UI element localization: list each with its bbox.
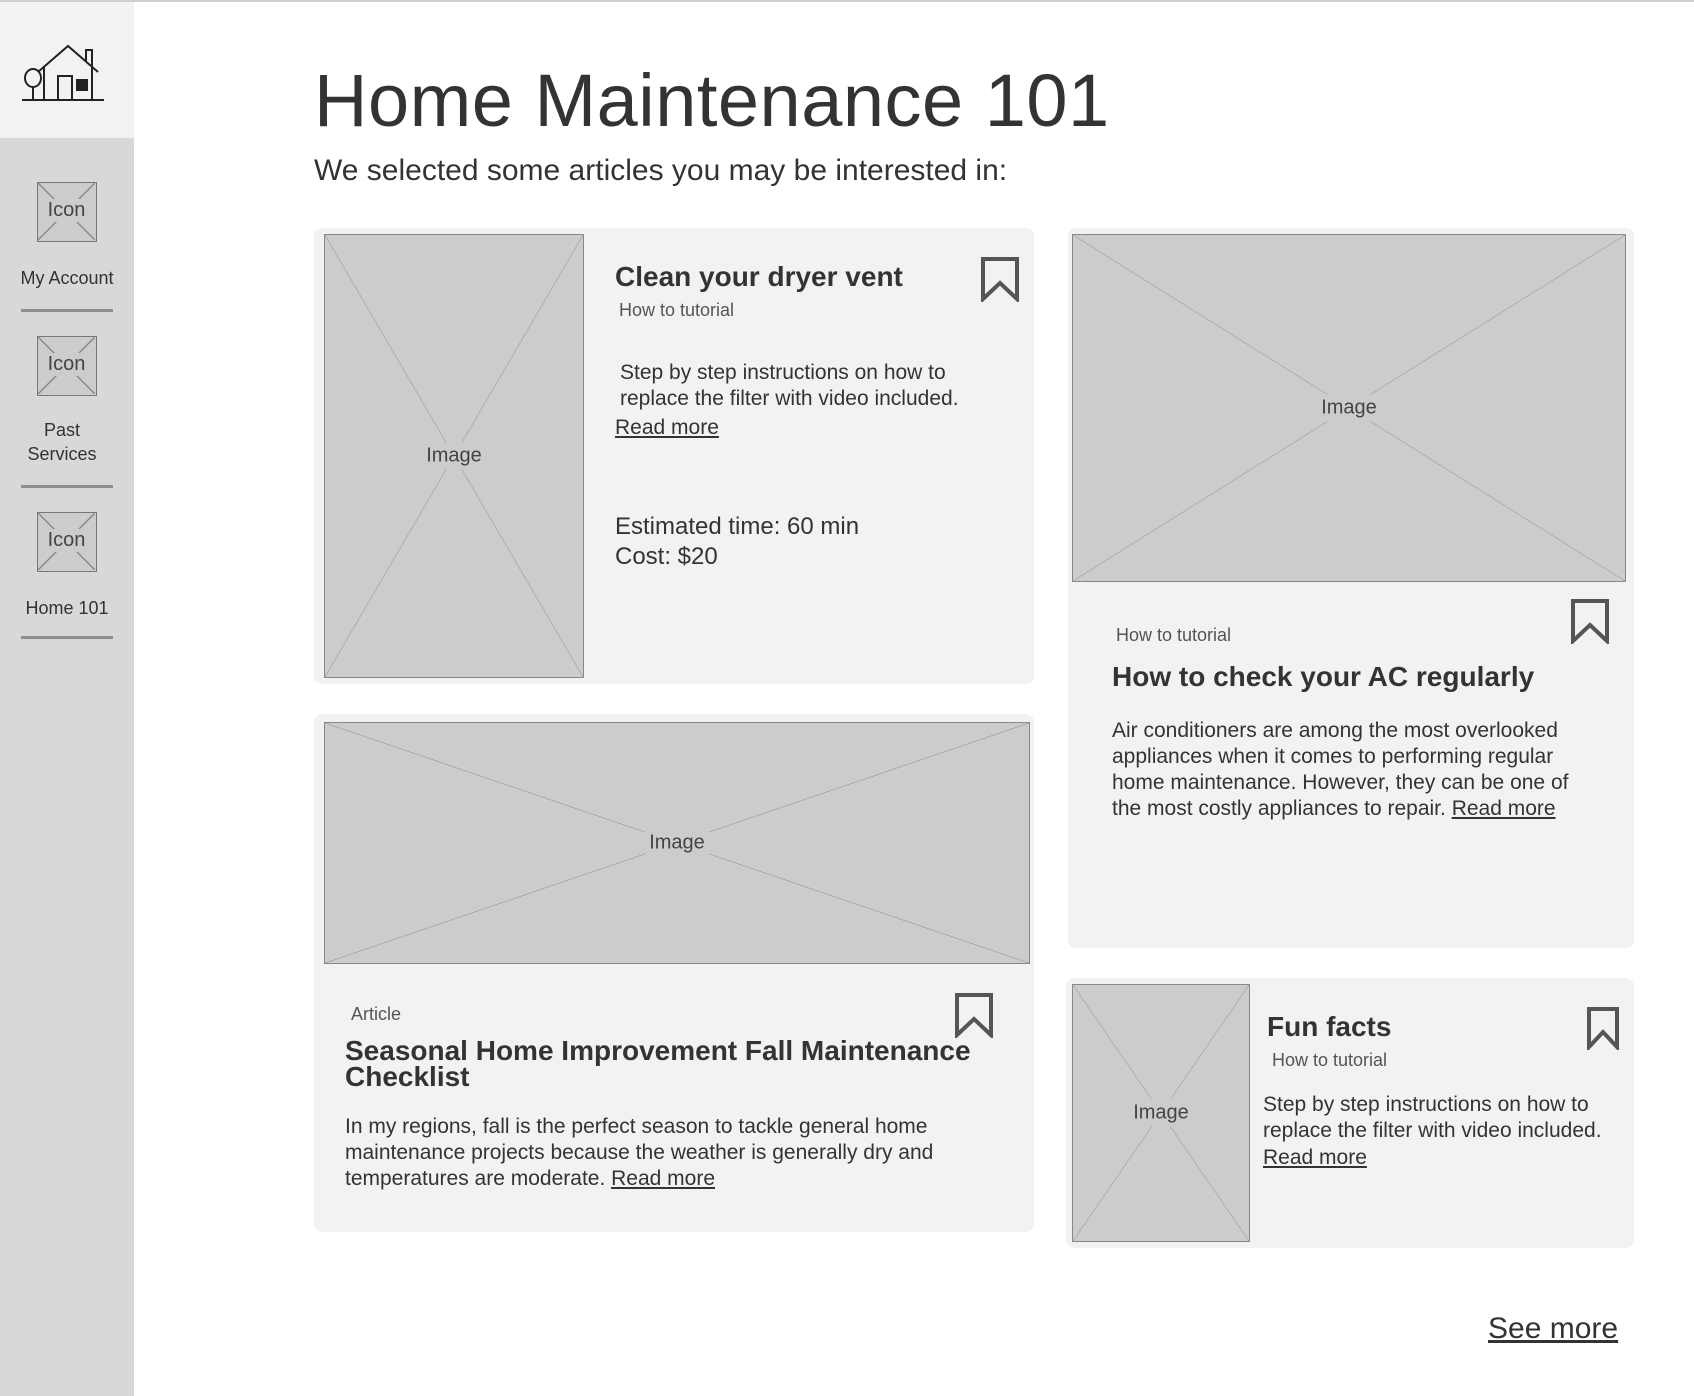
card-type: How to tutorial	[619, 300, 735, 320]
cost: Cost: $20	[615, 543, 718, 570]
read-more-link[interactable]: Read more	[1451, 797, 1556, 820]
card-description-line4	[1112, 796, 1556, 822]
sidebar-item-label: My Account	[20, 268, 114, 288]
image-placeholder	[324, 234, 584, 678]
article-card-ac-check	[1068, 228, 1634, 948]
icon-placeholder-label: Icon	[38, 529, 95, 552]
image-placeholder-label: Image	[1129, 1100, 1193, 1127]
card-title[interactable]: How to check your AC regularly	[1112, 661, 1535, 692]
card-title-line2[interactable]: Checklist	[345, 1061, 470, 1092]
sidebar-item-label-line2: Services	[27, 444, 97, 464]
see-more-link[interactable]: See more	[1488, 1312, 1619, 1345]
article-card-seasonal-checklist	[314, 714, 1034, 1232]
sidebar-item-label-line1: Past	[43, 420, 81, 440]
article-card-fun-facts	[1066, 978, 1634, 1248]
image-placeholder-label: Image	[1317, 395, 1381, 422]
sidebar-item-my-account[interactable]	[0, 182, 134, 318]
card-title[interactable]: Fun facts	[1267, 1011, 1392, 1042]
card-type: Article	[351, 1004, 402, 1024]
read-more-link[interactable]: Read more	[1263, 1146, 1367, 1169]
icon-placeholder-label: Icon	[38, 199, 95, 222]
card-description-line2: appliances when it comes to performing regular	[1112, 745, 1554, 768]
estimated-time: Estimated time: 60 min	[615, 513, 860, 540]
page-title: Home Maintenance 101	[314, 59, 1110, 142]
bookmark-icon[interactable]	[980, 256, 1020, 302]
house-icon	[20, 42, 106, 104]
sidebar-item-home-101[interactable]	[0, 512, 134, 636]
card-description-line2: maintenance projects because the weather is generally dry and	[345, 1141, 934, 1164]
sidebar-item-past-services[interactable]	[0, 336, 134, 486]
card-description-line2: replace the filter with video included.	[620, 387, 959, 410]
card-description-text: the most costly appliances to repair.	[1112, 797, 1446, 820]
image-placeholder	[324, 722, 1030, 964]
top-border	[0, 0, 1694, 2]
past-services-icon	[37, 336, 97, 396]
account-icon	[37, 182, 97, 242]
page-subtitle: We selected some articles you may be interested in:	[314, 154, 1008, 187]
card-description-text: temperatures are moderate.	[345, 1167, 606, 1190]
card-description-line2: replace the filter with video included.	[1263, 1119, 1602, 1142]
image-placeholder-label: Image	[645, 830, 709, 857]
sidebar	[0, 2, 134, 1396]
card-description-line1: Step by step instructions on how to	[1263, 1093, 1589, 1116]
article-card-dryer-vent	[314, 228, 1034, 684]
card-description-line1: Step by step instructions on how to	[620, 361, 946, 384]
icon-placeholder-label: Icon	[38, 353, 95, 376]
bookmark-icon[interactable]	[1570, 598, 1610, 644]
sidebar-divider	[21, 485, 113, 488]
card-description-line3: home maintenance. However, they can be one of	[1112, 771, 1569, 794]
card-type: How to tutorial	[1272, 1050, 1388, 1070]
card-title-line1[interactable]: Seasonal Home Improvement Fall Maintenance	[345, 1035, 971, 1066]
card-type: How to tutorial	[1116, 625, 1232, 645]
sidebar-divider	[21, 309, 113, 312]
image-placeholder	[1072, 234, 1626, 582]
read-more-link[interactable]: Read more	[615, 416, 719, 439]
sidebar-item-label: Home 101	[25, 598, 109, 618]
card-description-line3	[345, 1166, 715, 1192]
home-101-icon	[37, 512, 97, 572]
card-title[interactable]: Clean your dryer vent	[615, 261, 903, 292]
logo-area[interactable]	[0, 2, 134, 138]
read-more-link[interactable]: Read more	[611, 1167, 716, 1190]
image-placeholder	[1072, 984, 1250, 1242]
image-placeholder-label: Image	[422, 443, 486, 470]
bookmark-icon[interactable]	[954, 992, 994, 1038]
card-description-line1: In my regions, fall is the perfect season to tackle general home	[345, 1115, 928, 1138]
sidebar-divider	[21, 636, 113, 639]
card-description-line1: Air conditioners are among the most overlooked	[1112, 719, 1558, 742]
bookmark-icon[interactable]	[1586, 1006, 1620, 1050]
